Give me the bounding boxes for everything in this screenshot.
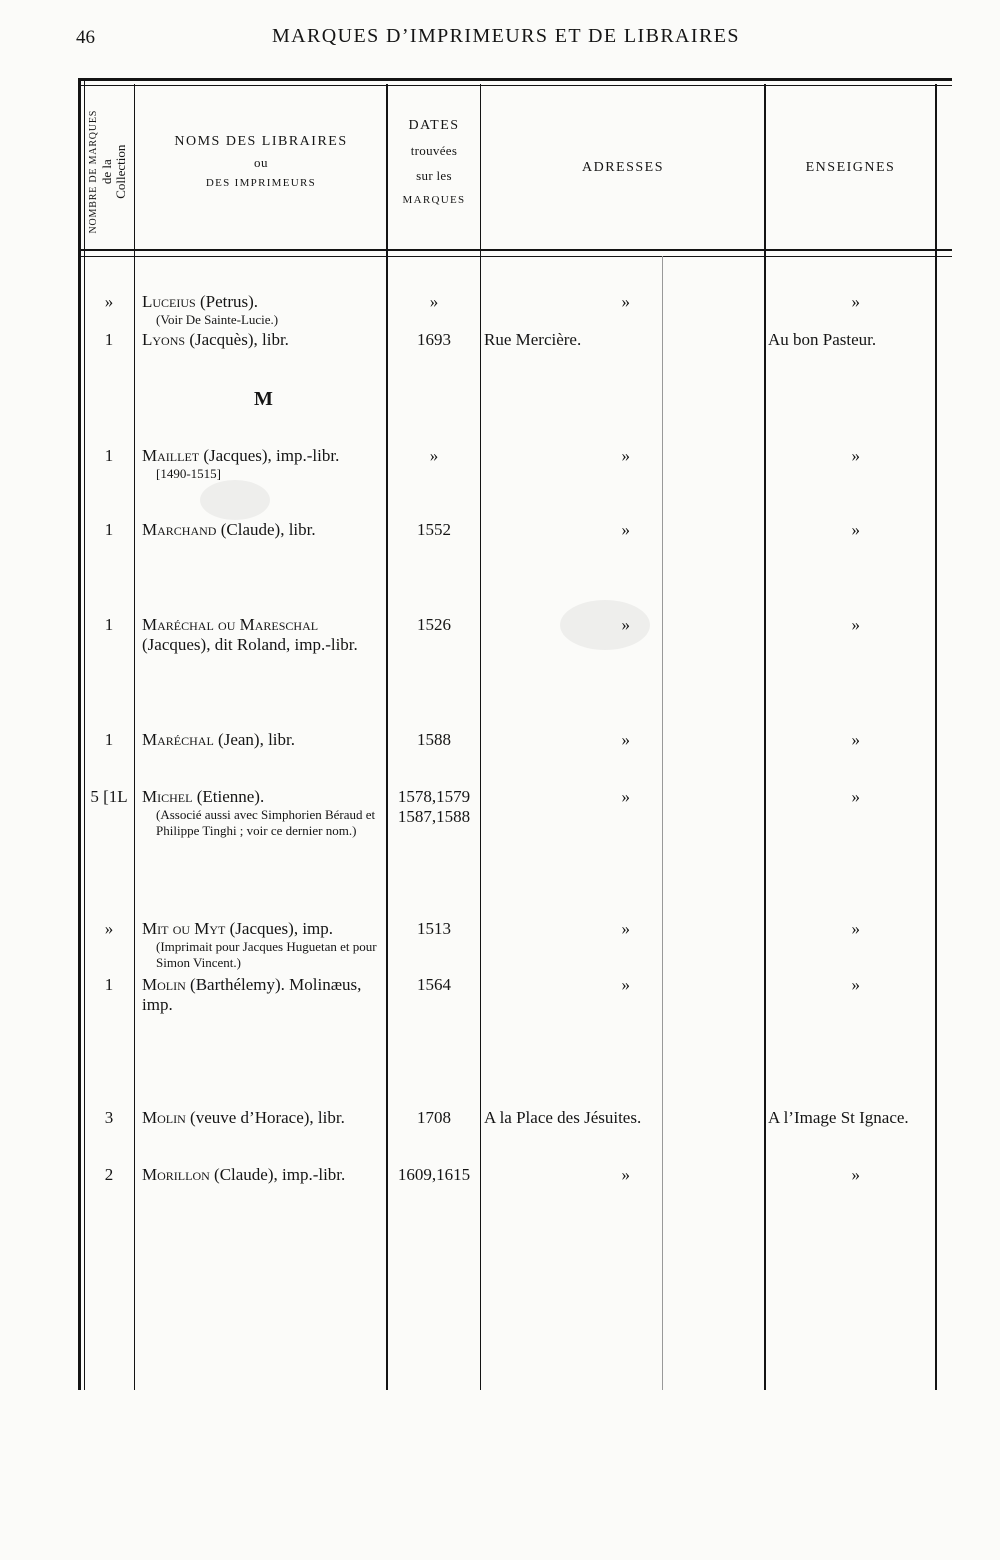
row-name-detail: (Jacques), dit Roland, imp.-libr. [142,635,358,654]
page-number: 46 [76,27,95,48]
paper-stain [200,480,270,520]
row-date: 1609,1615 [397,1165,471,1184]
row-name [142,1165,386,1185]
row-name [142,330,386,350]
row-sign: » [851,520,860,539]
row-name [142,975,386,1015]
row-sign: Au bon Pasteur. [768,330,877,349]
header-dates-line4: MARQUES [402,193,466,206]
row-address: » [621,1165,630,1184]
row-name-detail: (Claude), imp.-libr. [209,1165,346,1184]
column-rule [935,84,937,1390]
row-address: » [621,615,630,634]
row-name [142,787,386,839]
running-title: MARQUES D’IMPRIMEURS ET DE LIBRAIRES [272,25,740,47]
row-name [142,292,386,328]
row-name-detail: (Etienne). [192,787,265,806]
row-sign: » [851,730,860,749]
row-name-detail: (Jean), libr. [213,730,295,749]
row-name-detail: (Barthélemy). Molinæus, imp. [142,975,362,1014]
row-name [142,615,386,655]
column-rule [764,84,766,1390]
row-address: » [621,292,630,311]
header-count-line2: de la [98,159,114,185]
row-date: 1588 [417,730,451,749]
row-sign: » [851,919,860,938]
header-bottom-rule [78,249,952,251]
header-bottom-rule-thin [78,256,952,257]
row-count: » [104,292,114,311]
header-dates-line1: DATES [408,118,460,133]
row-address: » [621,975,630,994]
row-count: 5 [1L [90,787,128,806]
row-count: 1 [104,330,114,349]
header-dates-line3: sur les [416,168,452,184]
row-note: (Imprimait pour Jacques Huguetan et pour Simon Vincent.) [156,939,377,970]
row-name [142,446,386,482]
row-name-surname: Morillon [142,1165,210,1184]
row-count: 1 [104,446,114,465]
row-address: » [621,520,630,539]
row-address: » [621,730,630,749]
row-sign: A l’Image St Ignace. [768,1108,909,1127]
row-date: 1708 [417,1108,451,1127]
header-names-line2: ou [254,155,268,171]
row-sign: » [851,1165,860,1184]
table-left-rule [78,80,81,1390]
row-count: 1 [104,975,114,994]
header-count [84,88,134,256]
row-address: Rue Mercière. [484,330,582,349]
row-date: » [429,292,439,311]
row-sign: » [851,975,860,994]
table-top-rule [78,78,952,81]
row-name-detail: (Jacques), imp. [225,919,334,938]
column-rule-faint [662,256,663,1390]
column-rule [386,84,388,1390]
row-name-surname: Michel [142,787,193,806]
row-count: 2 [104,1165,114,1184]
table-top-rule-thin [78,85,952,86]
row-name-surname: Lyons [142,330,186,349]
row-name-surname: Molin [142,1108,186,1127]
row-name-surname: Maréchal ou Mareschal [142,615,319,634]
row-address: » [621,787,630,806]
row-address: » [621,919,630,938]
header-signs: ENSEIGNES [805,160,896,175]
header-count-line1: NOMBRE DE MARQUES [88,110,100,234]
row-name-surname: Luceius [142,292,196,311]
row-name-detail: (Jacquès), libr. [185,330,289,349]
row-name [142,520,386,540]
row-count: 3 [104,1108,114,1127]
row-date: 1693 [417,330,451,349]
row-note: (Voir De Sainte-Lucie.) [156,312,279,327]
row-count: » [104,919,114,938]
row-name-surname: Molin [142,975,186,994]
row-name-detail: (Petrus). [195,292,259,311]
row-date: 1513 [417,919,451,938]
header-count-line3: Collection [113,144,129,200]
row-date: 1552 [417,520,451,539]
column-rule [134,84,135,1390]
row-name [142,919,386,971]
row-name [142,730,386,750]
row-note: (Associé aussi avec Simphorien Béraud et Philippe Tinghi ; voir ce dernier nom.) [156,807,376,838]
header-dates [388,117,480,207]
row-date: 1526 [417,615,451,634]
row-count: 1 [104,615,114,634]
row-name-surname: Marchand [142,520,217,539]
row-note: [1490-1515] [156,466,221,481]
row-name-detail: (Jacques), imp.-libr. [199,446,340,465]
row-date: 1564 [417,975,451,994]
header-names-line1: NOMS DES LIBRAIRES [174,134,348,149]
row-count: 1 [104,520,114,539]
header-dates-line2: trouvées [410,143,458,159]
row-name [142,1108,386,1128]
row-name-surname: Mit ou Myt [142,919,226,938]
row-date: 1578,1579 1587,1588 [397,787,471,826]
header-names [136,133,386,190]
row-name-surname: Maillet [142,446,200,465]
row-sign: » [851,292,860,311]
row-date: » [429,446,439,465]
row-name-detail: (veuve d’Horace), libr. [185,1108,345,1127]
row-address: » [621,446,630,465]
row-name-surname: Maréchal [142,730,214,749]
row-sign: » [851,787,860,806]
row-sign: » [851,446,860,465]
row-sign: » [851,615,860,634]
section-letter: M [254,388,273,410]
row-address: A la Place des Jésuites. [484,1108,642,1127]
header-names-line3: DES IMPRIMEURS [205,177,317,190]
header-addresses: ADRESSES [581,160,665,175]
row-count: 1 [104,730,114,749]
column-rule [480,84,481,1390]
row-name-detail: (Claude), libr. [216,520,316,539]
